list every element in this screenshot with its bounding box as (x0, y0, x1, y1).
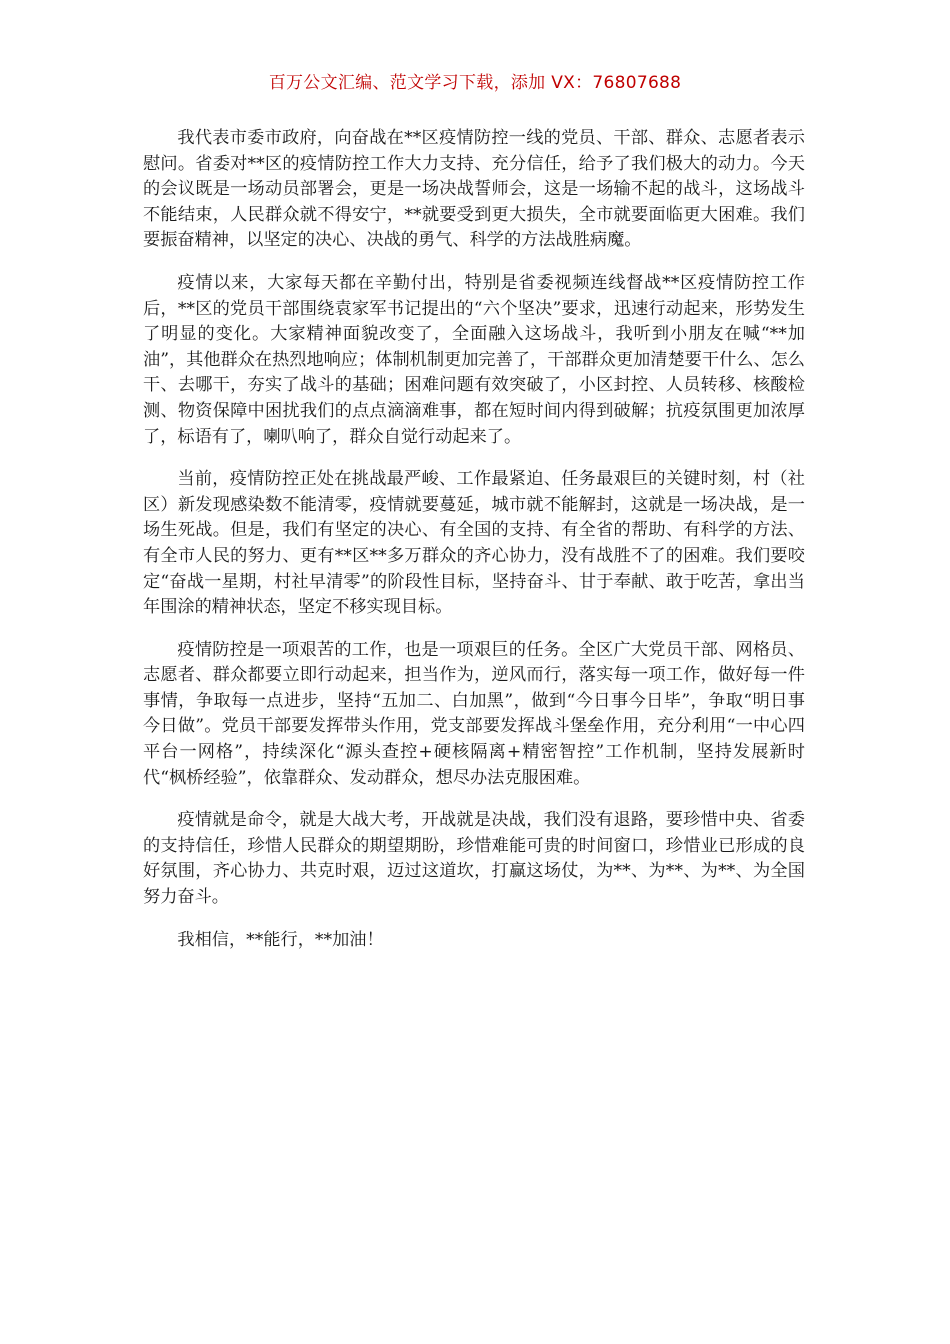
page-header-banner: 百万公文汇编、范文学习下载，添加 VX：76807688 (268, 73, 682, 93)
paragraph-5: 疫情就是命令，就是大战大考，开战就是决战，我们没有退路，要珍惜中央、省委的支持信任，珍惜人民群众的期望期盼，珍惜难能可贵的时间窗口，珍惜业已形成的良好氛围，齐心协力、共克时艰，迈过这道坎，打赢这场仗，为**、为**、为**、为全国努力奋斗。 (143, 810, 805, 908)
paragraph-6: 我相信，**能行，**加油！ (177, 929, 384, 950)
paragraph-3: 当前，疫情防控正处在挑战最严峻、工作最紧迫、任务最艰巨的关键时刻，村（社区）新发现感染数不能清零，疫情就要蔓延，城市就不能解封，这就是一场决战，是一场生死战。但是，我们有坚定的决心、有全国的支持、有全省的帮助、有科学的方法、有全市人民的努力、更有**区**多万群众的齐心协力，没有战胜不了的困难。我们要咬定“奋战一星期，村社早清零”的阶段性目标，坚持奋斗、甘于奉献、敢于吃苦，拿出当年围涂的精神状态，坚定不移实现目标。 (143, 469, 805, 618)
paragraph-2: 疫情以来，大家每天都在辛勤付出，特别是省委视频连线督战**区疫情防控工作后，**区的党员干部围绕袁家军书记提出的“六个坚决”要求，迅速行动起来，形势发生了明显的变化。大家精神面貌改变了，全面融入这场战斗，我听到小朋友在喊“**加油”，其他群众在热烈地响应；体制机制更加完善了，干部群众更加清楚要干什么、怎么干、去哪干，夯实了战斗的基础；困难问题有效突破了，小区封控、人员转移、核酸检测、物资保障中困扰我们的点点滴滴难事，都在短时间内得到破解；抗疫氛围更加浓厚了，标语有了，喇叭响了，群众自觉行动起来了。 (143, 272, 805, 447)
paragraph-1: 我代表市委市政府，向奋战在**区疫情防控一线的党员、干部、群众、志愿者表示慰问。省委对**区的疫情防控工作大力支持、充分信任，给予了我们极大的动力。今天的会议既是一场动员部署会，更是一场决战誓师会，这是一场输不起的战斗，这场战斗不能结束，人民群众就不得安宁，**就要受到更大损失，全市就要面临更大困难。我们要振奋精神，以坚定的决心、决战的勇气、科学的方法战胜病魔。 (143, 128, 805, 251)
paragraph-4: 疫情防控是一项艰苦的工作，也是一项艰巨的任务。全区广大党员干部、网格员、志愿者、群众都要立即行动起来，担当作为，逆风而行，落实每一项工作，做好每一件事情，争取每一点进步，坚持“五加二、白加黑”，做到“今日事今日毕”，争取“明日事今日做”。党员干部要发挥带头作用，党支部要发挥战斗堡垒作用，充分利用“一中心四平台一网格”，持续深化“源头查控+硬核隔离+精密智控”工作机制，坚持发展新时代“枫桥经验”，依靠群众、发动群众，想尽办法克服困难。 (143, 639, 805, 788)
document-body (143, 126, 805, 970)
